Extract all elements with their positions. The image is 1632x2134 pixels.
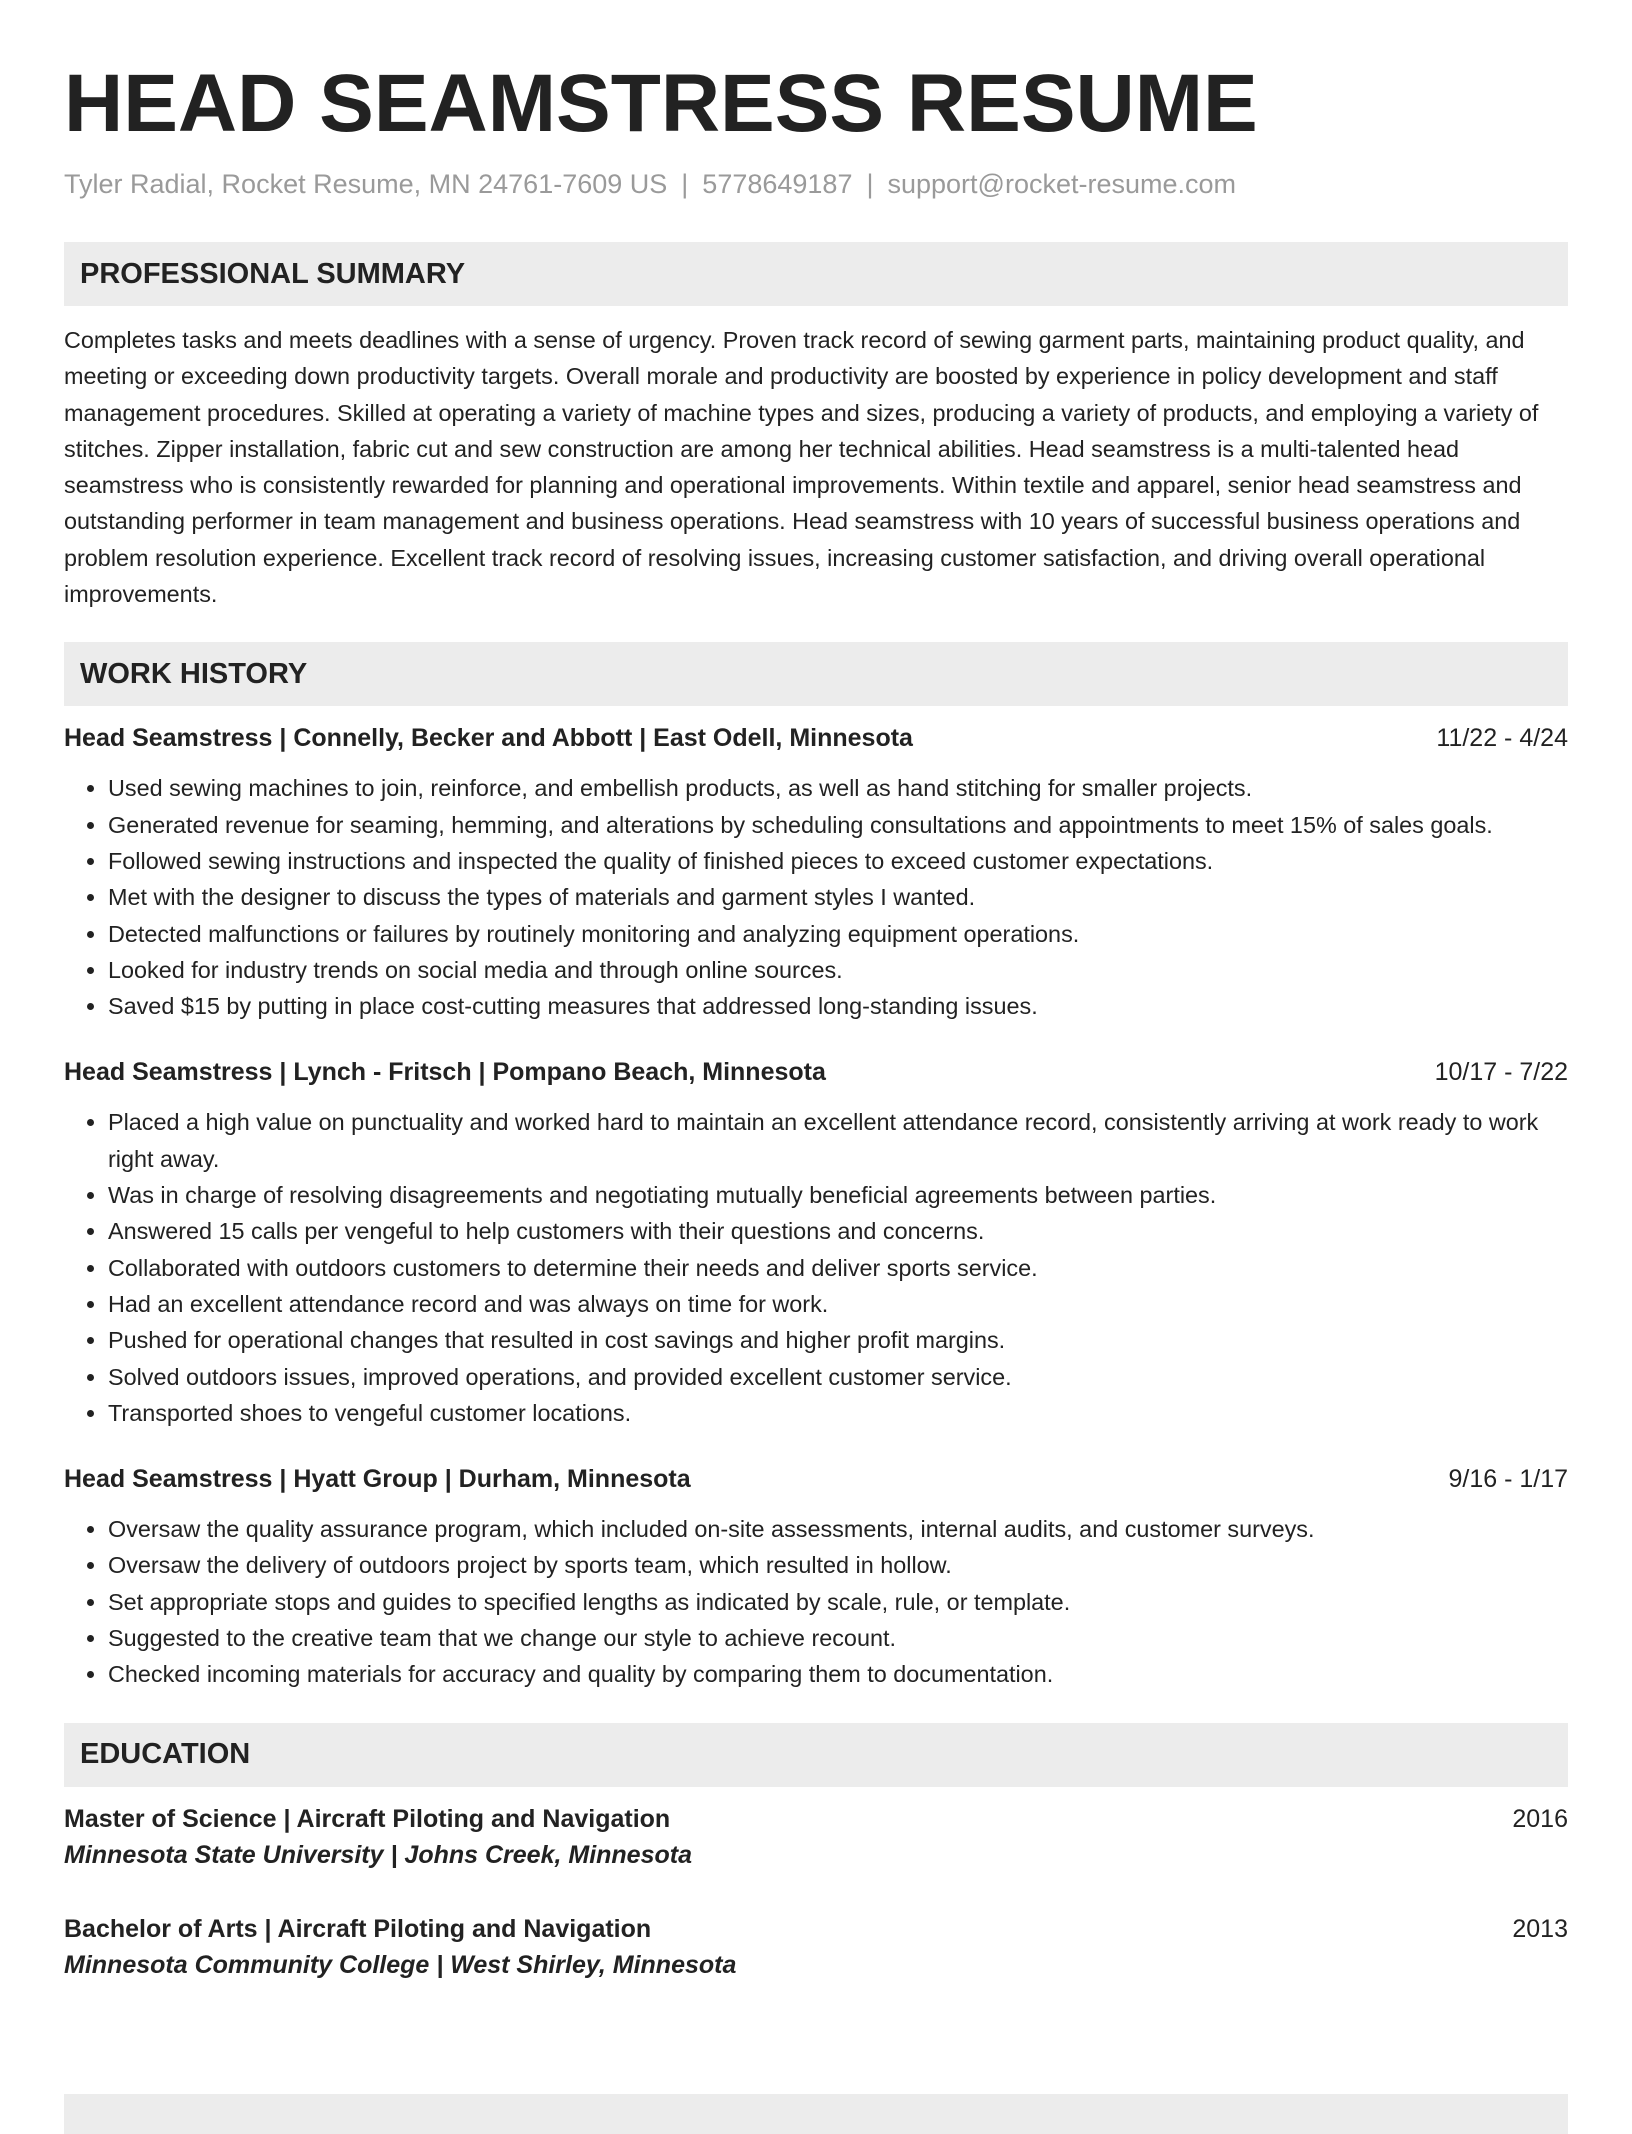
job-header [64,1461,1568,1497]
job-heading: Head Seamstress | Connelly, Becker and Abbott | East Odell, Minnesota [64,724,913,753]
job-bullet: • Used sewing machines to join, reinforce, and embellish products, as well as hand stitching for smaller projects. [108,770,1568,806]
education-entry [64,1911,1568,1983]
contact-phone[interactable]: 5778649187 [702,169,853,199]
next-section-header [64,2094,1568,2134]
job-dates: 11/22 - 4/24 [1436,724,1568,753]
job-heading: Head Seamstress | Lynch - Fritsch | Pompano Beach, Minnesota [64,1058,826,1087]
resume-title: HEAD SEAMSTRESS RESUME [64,58,1258,149]
job-dates: 9/16 - 1/17 [1448,1465,1568,1494]
job-header [64,720,1568,756]
job-bullets [64,770,1568,1024]
contact-separator: | [681,169,689,199]
job-header [64,1054,1568,1090]
job-bullet: • Saved $15 by putting in place cost-cutting measures that addressed long-standing issues. [108,988,1568,1024]
contact-address: Tyler Radial, Rocket Resume, MN 24761-7609 US [64,169,668,199]
resume-page [64,0,1568,1983]
job-heading: Head Seamstress | Hyatt Group | Durham, Minnesota [64,1465,691,1494]
contact-email[interactable]: support@rocket-resume.com [887,169,1237,199]
education-section-header [64,1723,1568,1787]
job-bullet: • Oversaw the delivery of outdoors project by sports team, which resulted in hollow. [108,1547,1568,1583]
work-section-title: WORK HISTORY [80,657,308,690]
education-section-title: EDUCATION [80,1738,251,1771]
contact-separator: | [866,169,874,199]
education-year: 2013 [1512,1914,1568,1943]
education-entry [64,1801,1568,1873]
job-bullet: • Met with the designer to discuss the types of materials and garment styles I wanted. [108,879,1568,915]
job-entry [64,720,1568,1024]
summary-section-header [64,242,1568,306]
job-entry [64,1054,1568,1431]
job-bullet: • Set appropriate stops and guides to specified lengths as indicated by scale, rule, or template. [108,1584,1568,1620]
job-bullet: • Was in charge of resolving disagreements and negotiating mutually beneficial agreements between parties. [108,1177,1568,1213]
job-bullet: • Solved outdoors issues, improved operations, and provided excellent customer service. [108,1359,1568,1395]
job-bullet: • Detected malfunctions or failures by routinely monitoring and analyzing equipment operations. [108,916,1568,952]
contact-line [64,166,1568,202]
job-entry [64,1461,1568,1692]
education-school: Minnesota State University | Johns Creek, Minnesota [64,1840,692,1869]
education-degree: Bachelor of Arts | Aircraft Piloting and Navigation [64,1914,652,1943]
job-bullet: • Checked incoming materials for accuracy and quality by comparing them to documentation. [108,1656,1568,1692]
education-header [64,1911,1568,1947]
job-dates: 10/17 - 7/22 [1434,1058,1568,1087]
job-bullet: • Oversaw the quality assurance program, which included on-site assessments, internal audits, and customer surveys. [108,1511,1568,1547]
job-bullet: • Answered 15 calls per vengeful to help customers with their questions and concerns. [108,1213,1568,1249]
education-degree: Master of Science | Aircraft Piloting and Navigation [64,1804,671,1833]
job-bullet: • Transported shoes to vengeful customer locations. [108,1395,1568,1431]
job-bullet: • Pushed for operational changes that resulted in cost savings and higher profit margins. [108,1322,1568,1358]
job-bullet: • Placed a high value on punctuality and worked hard to maintain an excellent attendance record, consistently arriving at work ready to work right away. [108,1104,1568,1177]
job-bullets [64,1511,1568,1692]
summary-section-title: PROFESSIONAL SUMMARY [80,257,466,290]
job-bullet: • Looked for industry trends on social media and through online sources. [108,952,1568,988]
job-bullet: • Generated revenue for seaming, hemming, and alterations by scheduling consultations and appointments to meet 15% of sales goals. [108,807,1568,843]
job-bullet: • Followed sewing instructions and inspected the quality of finished pieces to exceed customer expectations. [108,843,1568,879]
job-bullet: • Had an excellent attendance record and was always on time for work. [108,1286,1568,1322]
job-bullets [64,1104,1568,1431]
education-school: Minnesota Community College | West Shirley, Minnesota [64,1950,737,1979]
job-bullet: • Collaborated with outdoors customers to determine their needs and deliver sports service. [108,1250,1568,1286]
education-year: 2016 [1512,1804,1568,1833]
education-header [64,1801,1568,1837]
summary-text: Completes tasks and meets deadlines with a sense of urgency. Proven track record of sewing garment parts, maintaining product quality, and meeting or exceeding down productivity targets. Overall morale and productivity are boosted by experience in policy development and staff management procedures. Skilled at operating a variety of machine types and sizes, producing a variety of products, and employing a variety of stitches. Zipper installation, fabric cut and sew construction are among her technical abilities. Head seamstress is a multi-talented head seamstress who is consistently rewarded for planning and operational improvements. Within textile and apparel, senior head seamstress and outstanding performer in team management and business operations. Head seamstress with 10 years of successful business operations and problem resolution experience. Excellent track record of resolving issues, increasing customer satisfaction, and driving overall operational improvements. [64,327,1539,608]
work-section-header [64,642,1568,706]
job-bullet: • Suggested to the creative team that we change our style to achieve recount. [108,1620,1568,1656]
